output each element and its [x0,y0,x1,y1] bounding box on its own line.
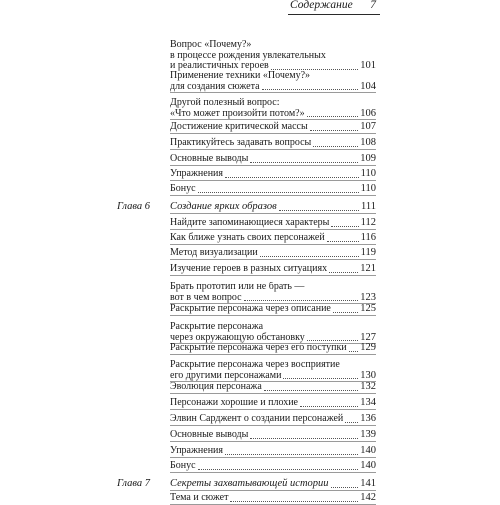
dot-leader [230,501,358,502]
toc-entry-title: Упражнения [170,445,223,456]
page-number: 109 [360,153,376,164]
page-number: 108 [360,137,376,148]
page-number: 101 [360,60,376,71]
dot-leader [313,146,358,147]
toc-entry-title: Практикуйтесь задавать вопросы [170,137,312,148]
header-page-number: 7 [370,0,376,11]
toc-entry[interactable] [170,71,376,93]
toc-entry-title: Раскрытие персонажа через его поступки [170,342,347,353]
toc-entry[interactable] [170,40,376,72]
page-number: 134 [360,397,376,408]
toc-entry-title: через окружающую обстановку [170,331,305,343]
dot-leader [225,177,359,178]
toc-entry-title-line: в процессе рождения увлекательных [170,50,326,61]
toc-entry[interactable] [170,248,376,260]
toc-entry[interactable] [170,218,376,230]
dot-leader [331,226,358,227]
dot-leader [244,300,359,301]
toc-entry-title-line: Вопрос «Почему?» [170,40,252,50]
toc-entry-title: Эволюция персонажа [170,381,262,392]
toc-entry[interactable] [170,430,376,442]
toc-entry-title-line: Другой полезный вопрос: [170,98,280,108]
toc-entry-title: Раскрытие персонажа через описание [170,303,331,314]
toc-entry-title: Элвин Сарджент о создании персонажей [170,413,344,424]
toc-entry-title: Достижение критической массы [170,121,308,132]
dot-leader [225,454,358,455]
page-number: 136 [360,413,376,424]
toc-chapter-entry[interactable] [170,479,376,491]
toc-entry-title: «Что может произойти потом?» [170,107,305,119]
toc-entry-title: вот в чем вопрос [170,291,242,303]
toc-entry-title-line: Раскрытие персонажа через восприятие [170,360,340,370]
dot-leader [250,438,358,439]
dot-leader [310,130,359,131]
page-number: 141 [360,478,376,489]
toc-entry[interactable] [170,304,376,316]
page-number: 127 [360,331,376,343]
toc-entry[interactable] [170,493,376,505]
chapter-label: Глава 7 [117,478,150,489]
dot-leader [283,378,358,379]
toc-chapter-entry[interactable] [170,202,376,214]
page-number: 123 [360,291,376,303]
dot-leader [198,469,359,470]
dot-leader [327,241,359,242]
page-number: 129 [360,342,376,353]
toc-entry[interactable] [170,461,376,473]
page-number: 107 [360,121,376,132]
dot-leader [271,69,359,70]
page-number: 104 [360,80,376,92]
toc-entry-title: Основные выводы [170,153,249,164]
toc-entry[interactable] [170,154,376,166]
toc-entry[interactable] [170,322,376,344]
dot-leader [260,256,359,257]
page-number: 130 [360,369,376,381]
dot-leader [264,390,358,391]
toc-entry-title: его другими персонажами [170,369,282,381]
toc-entry[interactable] [170,98,376,120]
dot-leader [331,487,359,488]
toc-entry[interactable] [170,184,376,196]
toc-entry-title: Создание ярких образов [170,201,277,212]
page-number: 140 [360,460,376,471]
toc-entry-title-line: Раскрытие персонажа [170,322,264,332]
page-number: 139 [360,429,376,440]
chapter-label: Глава 6 [117,201,150,212]
toc-entry-title: Тема и сюжет [170,492,229,503]
toc-entry[interactable] [170,360,376,382]
toc-entry[interactable] [170,414,376,426]
dot-leader [300,406,358,407]
dot-leader [349,351,359,352]
toc-entry-title: Персонажи хорошие и плохие [170,397,298,408]
toc-entry[interactable] [170,446,376,458]
toc-entry-title: Бонус [170,183,196,194]
toc-entry-title: для создания сюжета [170,80,260,92]
toc-entry[interactable] [170,122,376,134]
toc-entry[interactable] [170,382,376,394]
toc-entry-title-line: Брать прототип или не брать — [170,282,305,292]
toc-entry-title: Найдите запоминающиеся характеры [170,217,330,228]
toc-entry-title: Изучение героев в разных ситуациях [170,263,328,274]
page-number: 110 [360,168,376,179]
page-number: 112 [360,217,376,228]
dot-leader [262,89,359,90]
toc-entry-title: Основные выводы [170,429,249,440]
toc-entry[interactable] [170,398,376,410]
dot-leader [307,340,358,341]
dot-leader [329,272,358,273]
dot-leader [250,162,358,163]
toc-entry[interactable] [170,169,376,181]
toc-entry[interactable] [170,343,376,355]
page-number: 140 [360,445,376,456]
dot-leader [198,192,359,193]
toc-entry-title: Метод визуализации [170,247,258,258]
toc-entry-title: и реалистичных героев [170,60,269,71]
page-number: 106 [360,107,376,119]
toc-entry[interactable] [170,282,376,304]
page-number: 121 [360,263,376,274]
toc-entry-title: Упражнения [170,168,223,179]
toc-entry[interactable] [170,138,376,150]
dot-leader [307,116,359,117]
dot-leader [333,312,358,313]
page-number: 111 [361,201,376,212]
page-number: 125 [360,303,376,314]
toc-entry[interactable] [170,233,376,245]
toc-entry-title: Секреты захватывающей истории [170,478,329,489]
dot-leader [345,422,358,423]
page-number: 142 [360,492,376,503]
toc-entry-title-line: Применение техники «Почему?» [170,71,311,81]
toc-entry[interactable] [170,264,376,276]
toc-entry-title: Бонус [170,460,196,471]
toc-entry-title: Как ближе узнать своих персонажей [170,232,325,243]
page-number: 132 [360,381,376,392]
page-number: 110 [360,183,376,194]
dot-leader [279,210,359,211]
page-number: 119 [360,247,376,258]
header-title: Содержание [290,0,353,11]
page-number: 116 [360,232,376,243]
